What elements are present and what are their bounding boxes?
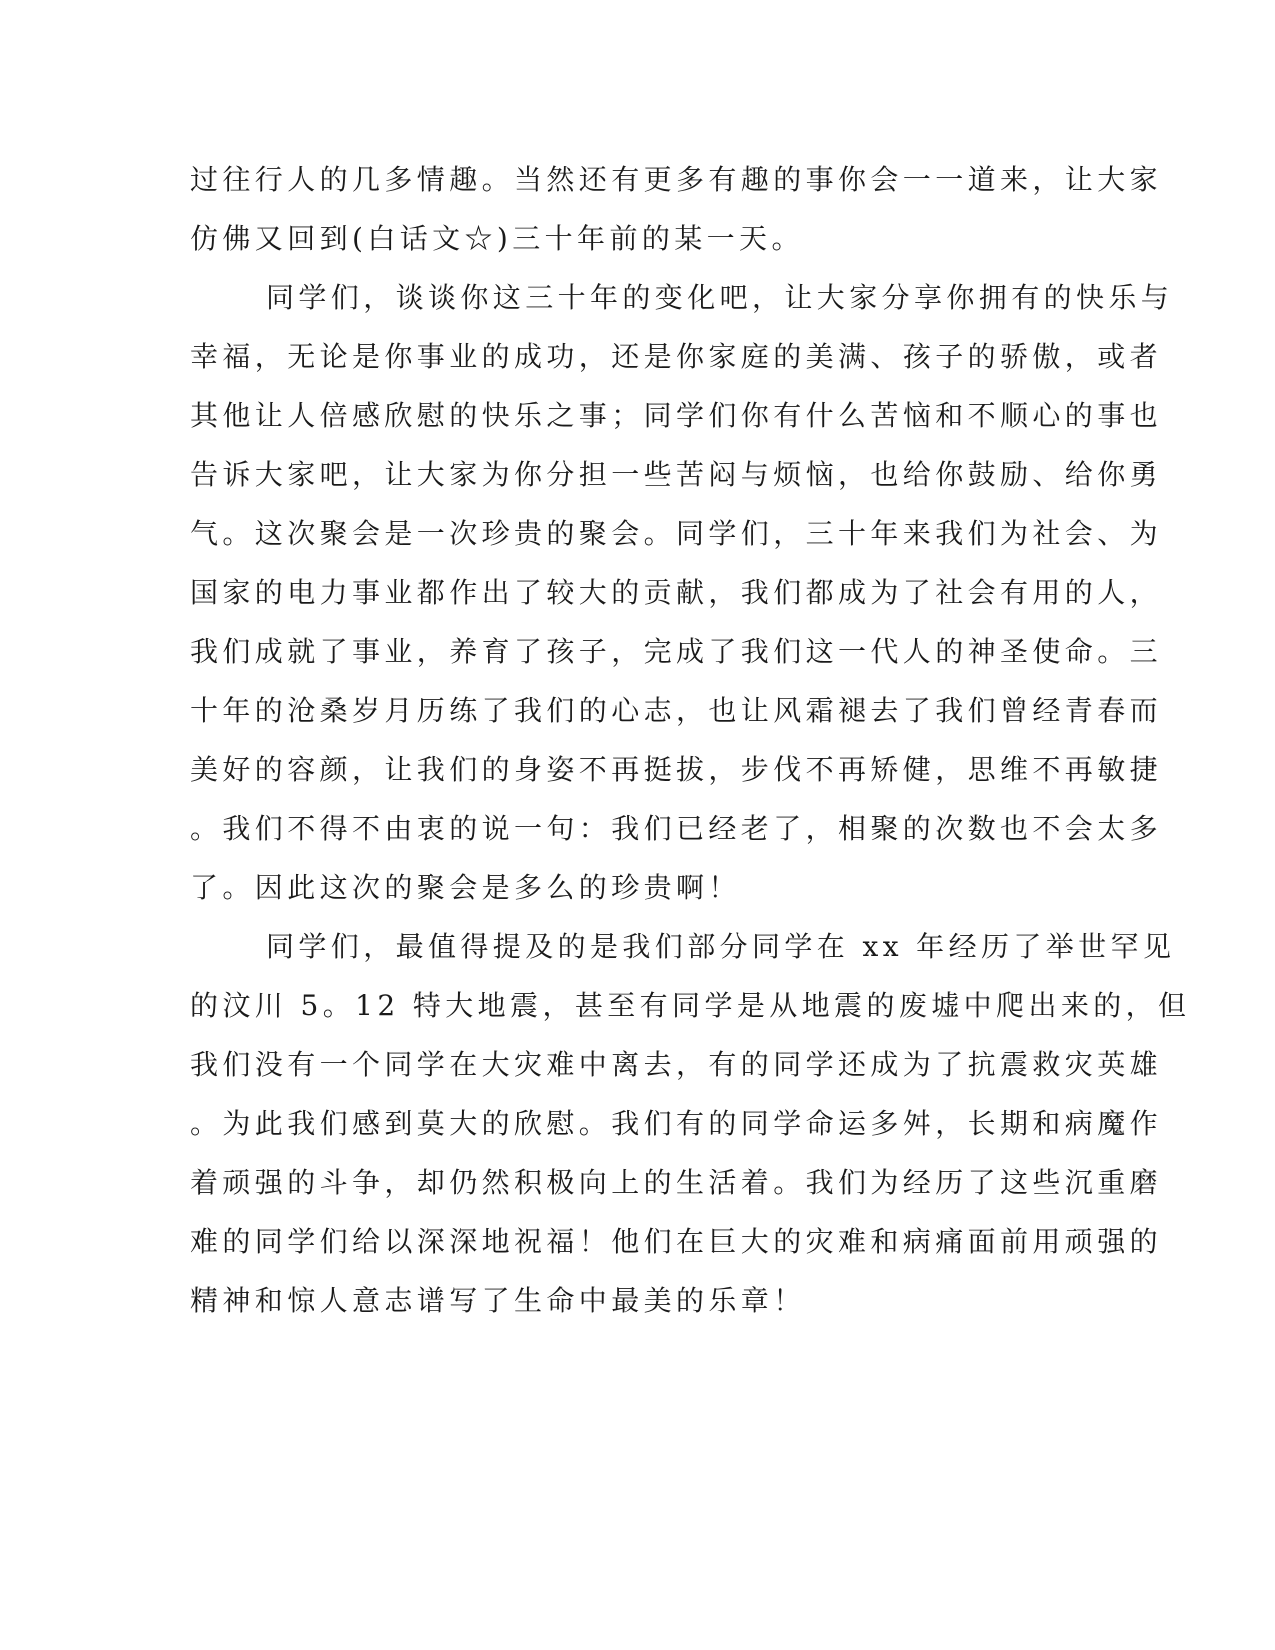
- paragraph-start-line: 同学们，谈谈你这三十年的变化吧，让大家分享你拥有的快乐与: [266, 281, 1174, 314]
- text-line: 难的同学们给以深深地祝福！他们在巨大的灾难和病痛面前用顽强的: [190, 1225, 1163, 1258]
- text-line: 精神和惊人意志谱写了生命中最美的乐章！: [190, 1284, 806, 1317]
- text-line: 。为此我们感到莫大的欣慰。我们有的同学命运多舛，长期和病魔作: [190, 1107, 1163, 1140]
- paragraph-start-line: 同学们，最值得提及的是我们部分同学在 xx 年经历了举世罕见: [266, 930, 1176, 963]
- text-line: 气。这次聚会是一次珍贵的聚会。同学们，三十年来我们为社会、为: [190, 517, 1163, 550]
- text-line: 的汶川 5。12 特大地震，甚至有同学是从地震的废墟中爬出来的，但: [190, 989, 1191, 1022]
- text-line: 幸福，无论是你事业的成功，还是你家庭的美满、孩子的骄傲，或者: [190, 340, 1163, 373]
- text-line: 其他让人倍感欣慰的快乐之事；同学们你有什么苦恼和不顺心的事也: [190, 399, 1163, 432]
- text-line: 告诉大家吧，让大家为你分担一些苦闷与烦恼，也给你鼓励、给你勇: [190, 458, 1163, 491]
- text-line: 过往行人的几多情趣。当然还有更多有趣的事你会一一道来，让大家: [190, 163, 1163, 196]
- text-line: 我们成就了事业，养育了孩子，完成了我们这一代人的神圣使命。三: [190, 635, 1163, 668]
- text-line: 美好的容颜，让我们的身姿不再挺拔，步伐不再矫健，思维不再敏捷: [190, 753, 1163, 786]
- text-line: 。我们不得不由衷的说一句：我们已经老了，相聚的次数也不会太多: [190, 812, 1163, 845]
- text-line: 着顽强的斗争，却仍然积极向上的生活着。我们为经历了这些沉重磨: [190, 1166, 1163, 1199]
- text-line: 仿佛又回到(白话文☆)三十年前的某一天。: [190, 222, 804, 255]
- text-line: 十年的沧桑岁月历练了我们的心志，也让风霜褪去了我们曾经青春而: [190, 694, 1163, 727]
- text-line: 我们没有一个同学在大灾难中离去，有的同学还成为了抗震救灾英雄: [190, 1048, 1163, 1081]
- text-line: 国家的电力事业都作出了较大的贡献，我们都成为了社会有用的人，: [190, 576, 1163, 609]
- text-line: 了。因此这次的聚会是多么的珍贵啊！: [190, 871, 741, 904]
